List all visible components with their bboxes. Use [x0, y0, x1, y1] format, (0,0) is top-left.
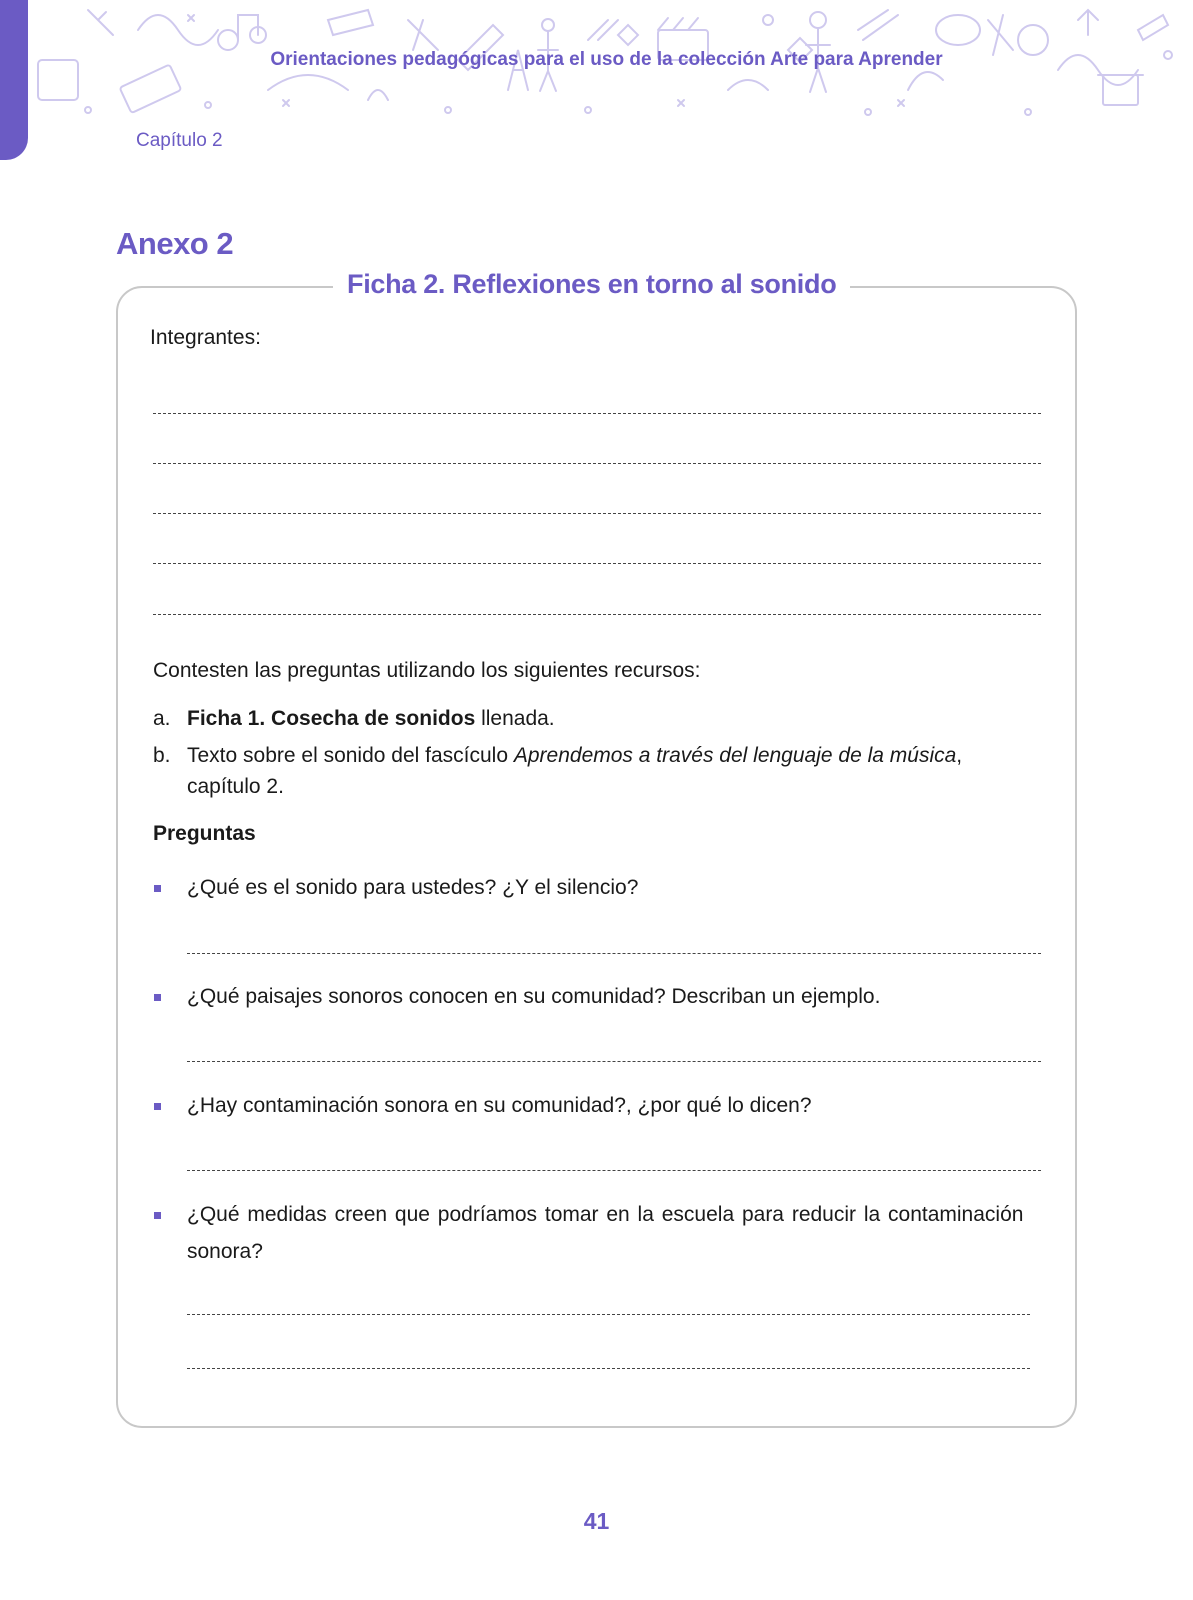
chapter-side-tab — [0, 0, 28, 160]
resource-item — [187, 707, 555, 731]
bullet-icon — [154, 994, 161, 1001]
question-text: ¿Qué es el sonido para ustedes? ¿Y el silencio? — [187, 876, 639, 899]
resource-item — [187, 744, 962, 768]
bullet-icon — [154, 885, 161, 892]
answer-line[interactable] — [187, 1314, 1030, 1315]
bullet-icon — [154, 1212, 161, 1219]
members-line[interactable] — [153, 563, 1041, 564]
questions-heading: Preguntas — [153, 822, 256, 845]
resource-punct: , — [956, 744, 963, 767]
answer-line[interactable] — [187, 1368, 1030, 1369]
question-text: ¿Hay contaminación sonora en su comunidad?, ¿por qué lo dicen? — [187, 1094, 812, 1117]
instructions-text: Contesten las preguntas utilizando los siguientes recursos: — [153, 659, 701, 682]
resource-book-title: Aprendemos a través del lenguaje de la música — [513, 744, 957, 767]
members-line[interactable] — [153, 513, 1041, 514]
members-line[interactable] — [153, 463, 1041, 464]
question-text-cont: sonora? — [187, 1240, 263, 1263]
members-line[interactable] — [153, 413, 1041, 414]
publication-title: Orientaciones pedagógicas para el uso de la colección Arte para Aprender — [270, 49, 943, 70]
question-text: ¿Qué medidas creen que podríamos tomar en la escuela para reducir la contaminación — [187, 1203, 1024, 1226]
resource-item-cont: capítulo 2. — [187, 775, 284, 798]
worksheet-title: Ficha 2. Reflexiones en torno al sonido — [333, 269, 850, 300]
resource-letter: b. — [153, 744, 171, 767]
resource-title: Ficha 1. Cosecha de sonidos — [187, 707, 476, 730]
members-line[interactable] — [153, 614, 1041, 615]
page-number: 41 — [583, 1508, 610, 1534]
resource-letter: a. — [153, 707, 171, 730]
resource-text: Texto sobre el sonido del fascículo — [187, 744, 514, 767]
bullet-icon — [154, 1103, 161, 1110]
resource-note: llenada. — [475, 707, 555, 730]
members-label: Integrantes: — [150, 326, 261, 349]
answer-line[interactable] — [187, 1170, 1041, 1171]
answer-line[interactable] — [187, 1061, 1041, 1062]
annex-heading: Anexo 2 — [116, 226, 234, 261]
question-text: ¿Qué paisajes sonoros conocen en su comunidad? Describan un ejemplo. — [187, 985, 881, 1008]
chapter-label: Capítulo 2 — [136, 130, 223, 151]
answer-line[interactable] — [187, 953, 1041, 954]
